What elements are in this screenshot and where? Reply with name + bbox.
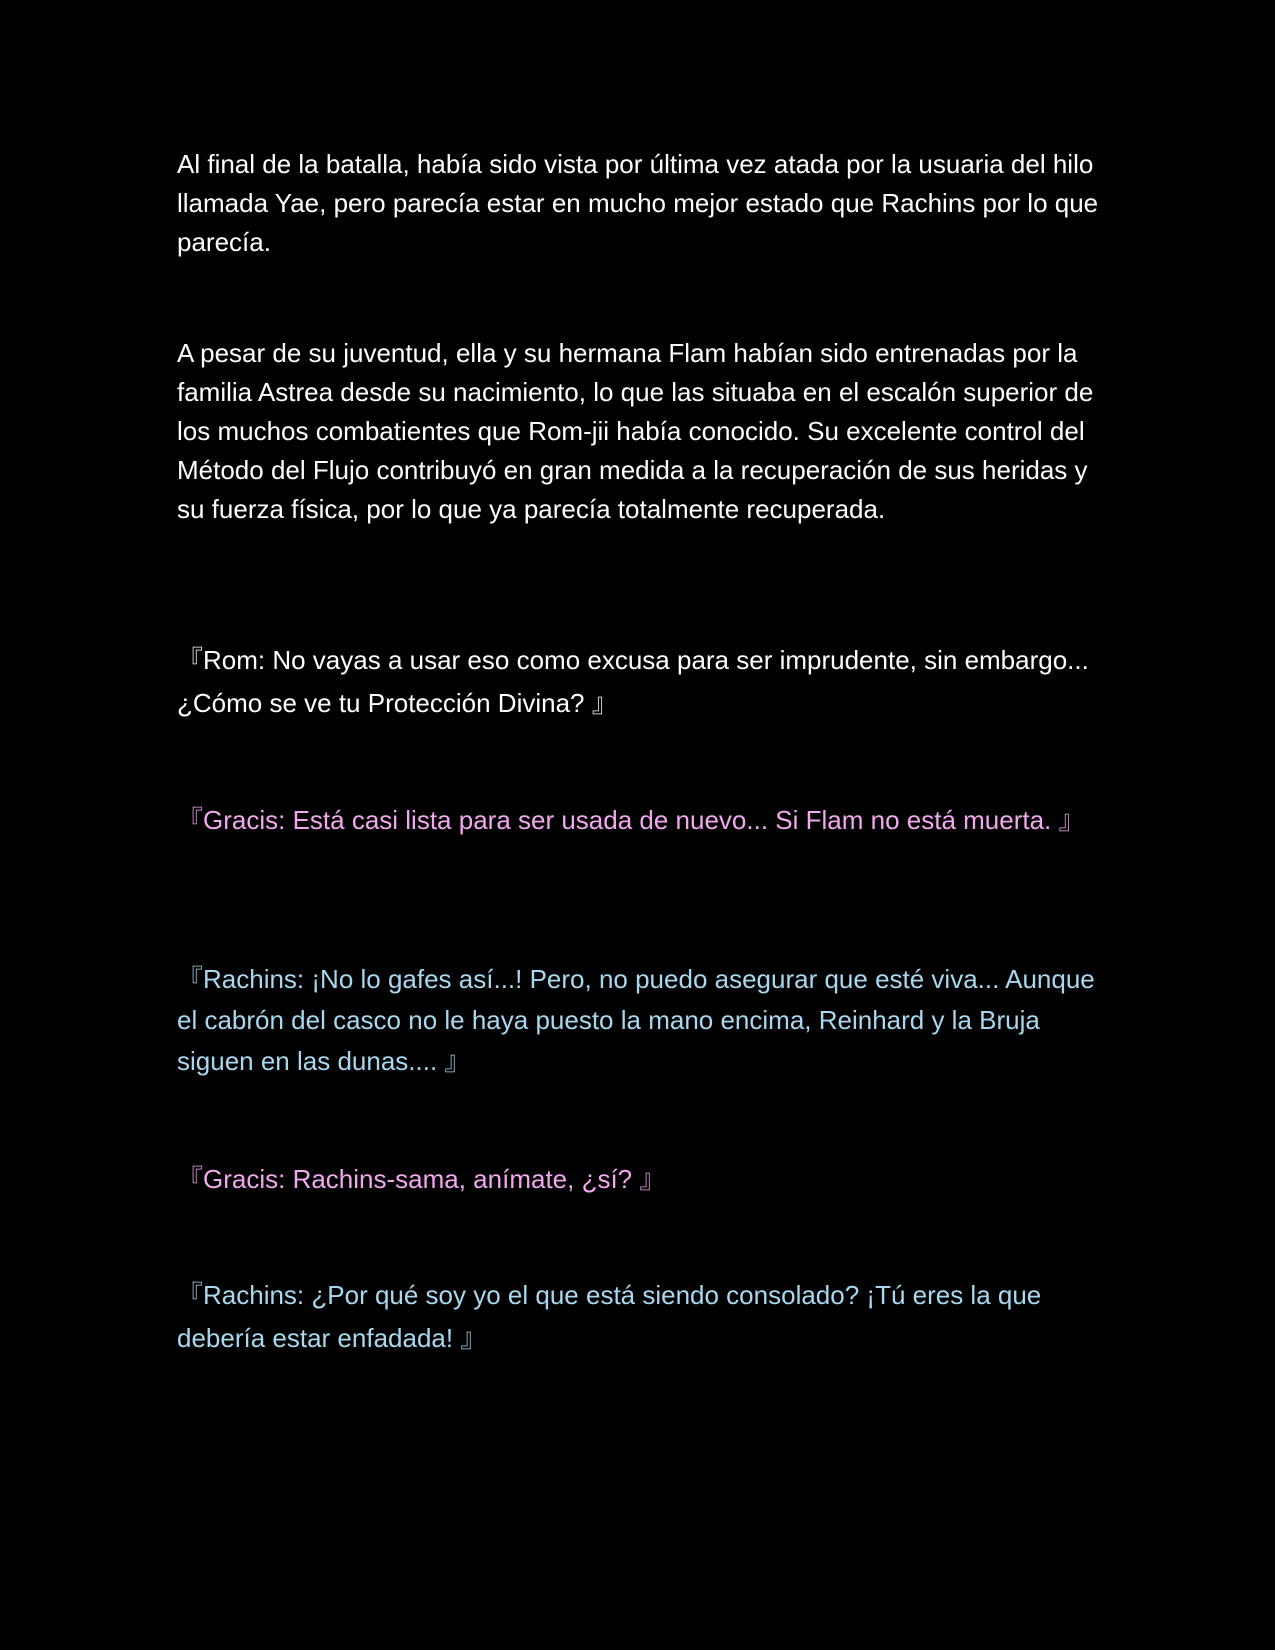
narration-paragraph-2: A pesar de su juventud, ella y su hermana Flam habían sido entrenadas por la familia Astrea desde su nacimiento, lo que las situaba en el escalón superior de los muchos combatientes que Rom-jii había conocido. Su excelente control del Método del Flujo contribuyó en gran medida a la recuperación de sus heridas y su fuerza física, por lo que ya parecía totalmente recuperada. <box>177 338 1094 524</box>
dialogue-line-gracis-2: 『Gracis: Rachins-sama, anímate, ¿sí? 』 <box>177 1164 666 1194</box>
narration-paragraph-1: Al final de la batalla, había sido vista por última vez atada por la usuaria del hilo llamada Yae, pero parecía estar en mucho mejor estado que Rachins por lo que parecía. <box>177 149 1099 257</box>
dialogue-line-gracis-1: 『Gracis: Está casi lista para ser usada de nuevo... Si Flam no está muerta. 』 <box>177 805 1085 835</box>
dialogue-line-rom: 『Rom: No vayas a usar eso como excusa para ser imprudente, sin embargo... ¿Cómo se ve tu Protección Divina? 』 <box>177 645 1089 718</box>
dialogue-line-rachins-2: 『Rachins: ¿Por qué soy yo el que está siendo consolado? ¡Tú eres la que debería estar enfadada! 』 <box>177 1280 1042 1353</box>
dialogue-line-rachins-1: 『Rachins: ¡No lo gafes así...! Pero, no puedo asegurar que esté viva... Aunque el cabrón del casco no le haya puesto la mano encima, Reinhard y la Bruja siguen en las dunas.... 』 <box>177 964 1095 1076</box>
